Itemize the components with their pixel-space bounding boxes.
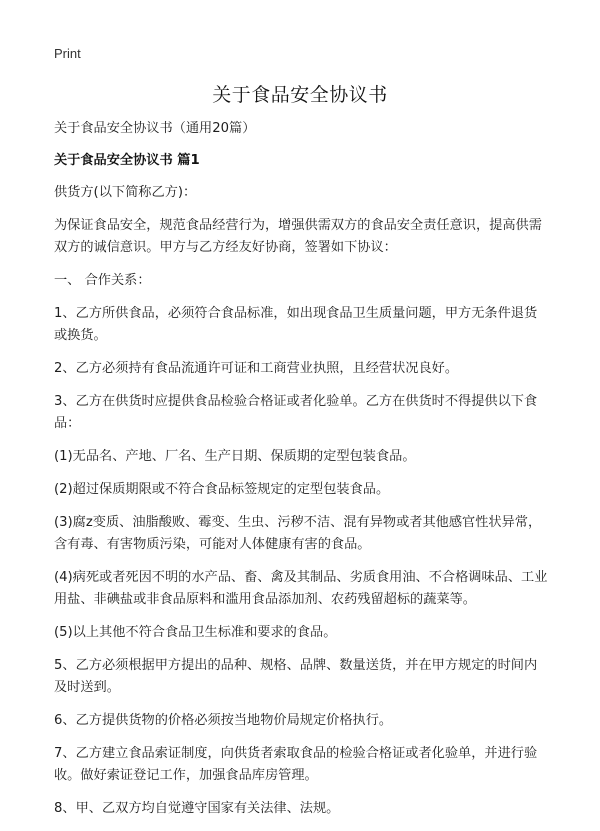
document-title: 关于食品安全协议书 [212, 84, 388, 106]
print-label: Print [54, 46, 81, 61]
document-subtitle: 关于食品安全协议书（通用20篇） [54, 121, 256, 136]
paragraph: (2)超过保质期限或不符合食品标签规定的定型包装食品。 [54, 482, 390, 497]
paragraph: (3)腐z变质、油脂酸败、霉变、生虫、污秽不洁、混有异物或者其他感官性状异常，含有毒、有害物质污染，可能对人体健康有害的食品。 [54, 515, 542, 552]
paragraph: 7、乙方建立食品索证制度，向供货者索取食品的检验合格证或者化验单，并进行验收。做好索证登记工作，加强食品库房管理。 [54, 746, 538, 783]
paragraph: 一、 合作关系： [54, 273, 151, 288]
document-body [54, 118, 550, 831]
paragraph: 3、乙方在供货时应提供食品检验合格证或者化验单。乙方在供货时不得提供以下食品： [54, 394, 538, 431]
paragraph: (4)病死或者死因不明的水产品、畜、禽及其制品、劣质食用油、不合格调味品、工业用盐、非碘盐或非食品原料和滥用食品添加剂、农药残留超标的蔬菜等。 [54, 570, 548, 607]
paragraph: 为保证食品安全，规范食品经营行为，增强供需双方的食品安全责任意识，提高供需双方的诚信意识。甲方与乙方经友好协商，签署如下协议： [54, 218, 542, 255]
paragraph: 2、乙方必须持有食品流通许可证和工商营业执照，且经营状况良好。 [54, 361, 459, 376]
paragraph: (1)无品名、产地、厂名、生产日期、保质期的定型包装食品。 [54, 449, 416, 464]
paragraph: 供货方(以下简称乙方)： [54, 185, 197, 200]
paragraph: 8、甲、乙双方均自觉遵守国家有关法律、法规。 [54, 801, 340, 816]
paragraph: 6、乙方提供货物的价格必须按当地物价局规定价格执行。 [54, 713, 393, 728]
paragraph: 1、乙方所供食品，必须符合食品标准，如出现食品卫生质量问题，甲方无条件退货或换货。 [54, 306, 538, 343]
paragraph: 5、乙方必须根据甲方提出的品种、规格、品牌、数量送货，并在甲方规定的时间内及时送到。 [54, 658, 538, 695]
section-heading: 关于食品安全协议书 篇1 [54, 153, 200, 168]
paragraph: (5)以上其他不符合食品卫生标准和要求的食品。 [54, 625, 337, 640]
